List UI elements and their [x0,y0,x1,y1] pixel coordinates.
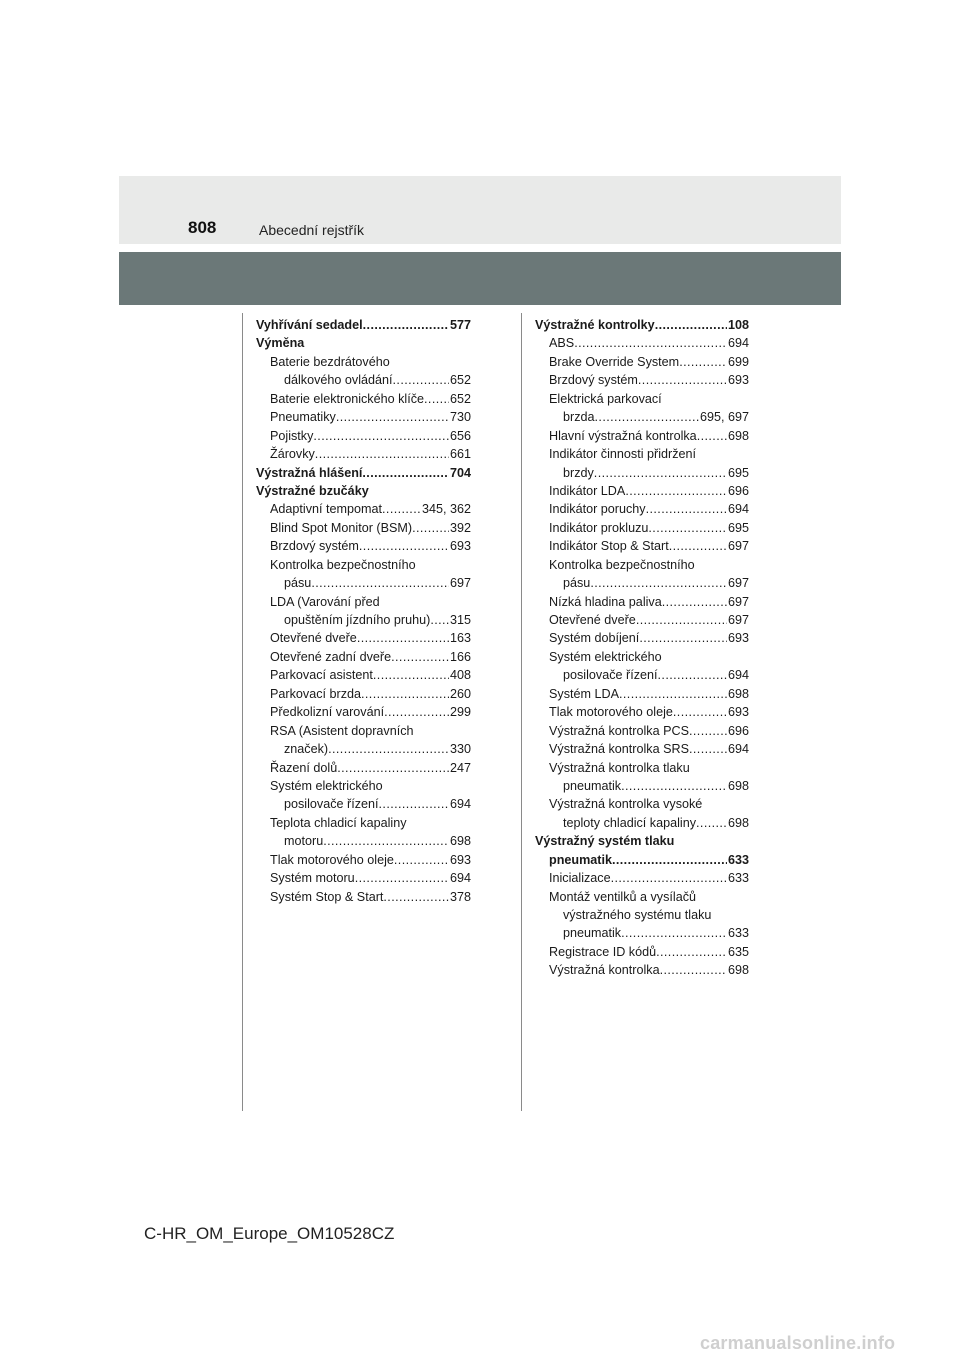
dot-leader [621,926,727,940]
index-entry [535,834,749,852]
index-entry [256,724,471,742]
index-entry-label: značek) [284,742,329,757]
page-number: 808 [188,218,217,237]
dot-leader [689,742,727,756]
index-entry-label: Kontrolka bezpečnostního [270,557,416,572]
index-entry-label: teploty chladicí kapaliny [563,815,697,830]
index-entry [535,687,749,705]
index-entry-label: pneumatik [563,778,622,793]
index-entry-page: 378 [449,889,471,904]
index-entry-page: 696 [727,483,749,498]
index-entry-page: 635 [727,944,749,959]
index-entry-label: Systém motoru [270,871,355,886]
index-entry [256,631,471,649]
index-entry [535,668,749,686]
index-entry-page: 694 [727,502,749,517]
index-entry-page: 698 [449,834,471,849]
index-entry [256,447,471,465]
index-entry-label: Indikátor Stop & Start [549,539,669,554]
index-entry-label: Adaptivní tempomat [270,502,383,517]
index-entry-label: Parkovací asistent [270,668,373,683]
index-entry-label: LDA (Varování před [270,594,380,609]
index-entry [535,484,749,502]
index-entry [256,466,471,484]
index-entry-label: Kontrolka bezpečnostního [549,557,695,572]
index-entry [535,926,749,944]
index-entry-page: 392 [449,520,471,535]
index-entry-page: 652 [449,391,471,406]
index-entry [535,373,749,391]
dot-leader [655,318,727,332]
dot-leader [648,521,727,535]
index-entry-page: 698 [727,428,749,443]
index-entry [256,613,471,631]
index-entry-page: 633 [727,871,749,886]
index-entry-page: 163 [449,631,471,646]
dot-leader [393,373,449,387]
index-entry [256,761,471,779]
index-entry [535,466,749,484]
index-entry-page: 166 [449,649,471,664]
index-entry-label: Tlak motorového oleje [549,705,673,720]
dot-leader [382,502,421,516]
dot-leader [311,576,449,590]
index-entry-page: 704 [449,465,471,480]
section-title: Abecední rejstřík [259,222,365,238]
index-entry [535,429,749,447]
index-entry-label: Blind Spot Monitor (BSM) [270,520,413,535]
index-entry-page: 577 [449,318,471,332]
index-entry-label: Systém elektrického [270,778,383,793]
dot-leader [361,687,449,701]
index-entry [256,650,471,668]
index-entry [535,521,749,539]
left-column-rule [242,313,243,1111]
index-entry-label: pneumatik [563,926,622,941]
dot-leader [391,650,449,664]
dot-leader [625,484,727,498]
index-entry-label: Pojistky [270,428,314,443]
index-entry [535,853,749,871]
index-entry [535,613,749,631]
index-entry-page: 697 [727,613,749,627]
dot-leader [621,779,727,793]
index-entry-page: 408 [449,668,471,683]
dot-leader [611,871,727,885]
index-entry-page: 699 [727,354,749,369]
dot-leader [689,724,727,738]
dot-leader [337,761,449,775]
index-entry-label: dálkového ovládání [284,373,393,388]
index-entry-page: 698 [727,686,749,701]
index-entry [535,779,749,797]
dot-leader [696,816,727,830]
index-entry-label: Brzdový systém [270,539,359,554]
dot-leader [328,742,449,756]
index-entry-label: Otevřené dveře [549,613,636,627]
index-entry-label: Indikátor poruchy [549,502,646,517]
index-entry-page: 693 [449,852,471,867]
index-entry-page: 345, 362 [421,502,471,517]
index-entry-label: Výstražná kontrolka vysoké [549,797,703,812]
index-entry-label: Indikátor LDA [549,483,626,498]
index-entry-page: 656 [449,428,471,443]
index-entry [535,410,749,428]
index-entry [256,816,471,834]
dot-leader [315,447,449,461]
index-entry [256,595,471,613]
dot-leader [658,668,727,682]
dot-leader [679,355,727,369]
index-entry-page: 247 [449,760,471,775]
index-entry [256,871,471,889]
dot-leader [595,410,699,424]
index-entry-label: Indikátor prokluzu [549,520,649,535]
dot-leader [383,890,449,904]
index-entry-label: Výstražné kontrolky [535,318,655,332]
index-entry [535,336,749,354]
index-entry [535,761,749,779]
index-entry-label: pneumatik [549,852,612,867]
index-entry-label: ABS [549,336,575,351]
index-entry-label: Registrace ID kódů [549,944,657,959]
dot-leader [362,466,449,480]
index-entry [256,336,471,354]
index-entry [535,945,749,963]
index-entry-page: 108 [727,318,749,332]
document-code: C-HR_OM_Europe_OM10528CZ [144,1224,395,1243]
dot-leader [656,945,727,959]
index-entry-page: 694 [449,871,471,886]
dot-leader [359,539,449,553]
index-entry-page: 698 [727,778,749,793]
index-entry [256,705,471,723]
index-entry-label: Výstražná hlášení [256,465,363,480]
index-entry-label: Baterie elektronického klíče [270,391,425,406]
right-column-rule [521,313,522,1111]
index-entry [256,392,471,410]
index-entry [535,724,749,742]
index-entry-page: 315 [449,613,471,627]
index-entry [256,779,471,797]
index-entry-label: pásu [284,576,312,591]
index-entry-page: 730 [449,410,471,425]
dot-leader [323,834,449,848]
dot-leader [673,705,727,719]
index-entry-page: 694 [727,668,749,683]
index-entry-page: 697 [727,594,749,609]
index-entry-label: Výstražná kontrolka [549,963,660,978]
index-entry [535,742,749,760]
index-entry-label: Otevřené zadní dveře [270,649,392,664]
index-entry [535,871,749,889]
index-entry [256,521,471,539]
index-entry-label: Systém Stop & Start [270,889,384,904]
index-entry-page: 694 [449,797,471,812]
dot-leader [646,502,727,516]
index-entry-label: Výměna [256,336,305,351]
index-entry [256,318,471,336]
index-entry [535,355,749,373]
dot-leader [313,429,449,443]
index-entry-label: Pneumatiky [270,410,336,425]
index-entry-label: Baterie bezdrátového [270,354,390,369]
index-entry-label: Předkolizní varování [270,705,385,720]
index-entry-label: Nízká hladina paliva [549,594,662,609]
index-entry-label: posilovače řízení [284,797,379,812]
index-entry-page: 695, 697 [699,410,749,425]
index-column-right [535,318,749,982]
index-entry-page: 697 [727,539,749,554]
index-entry [256,668,471,686]
index-entry-page: 698 [727,963,749,978]
index-entry [256,576,471,594]
dot-leader [363,318,449,332]
index-entry-label: Řazení dolů [270,760,338,775]
index-entry [256,373,471,391]
index-entry [535,631,749,649]
index-entry-label: opuštěním jízdního pruhu) [284,613,431,627]
index-entry [256,797,471,815]
dot-leader [594,466,727,480]
index-entry-page: 633 [727,926,749,941]
index-entry [535,705,749,723]
index-entry-label: Systém LDA [549,686,619,701]
index-entry [256,853,471,871]
dot-leader [336,410,449,424]
index-entry [256,834,471,852]
index-entry-label: Výstražný systém tlaku [535,834,675,849]
index-entry [535,908,749,926]
index-entry-page: 698 [727,815,749,830]
index-entry-label: Výstražné bzučáky [256,483,369,498]
index-entry-label: Výstražná kontrolka tlaku [549,760,690,775]
index-entry-label: Indikátor činnosti přidržení [549,447,696,462]
index-entry [256,429,471,447]
index-entry-label: výstražného systému tlaku [563,908,712,922]
index-entry [535,318,749,336]
index-entry [535,816,749,834]
dot-leader [636,613,727,627]
index-entry-label: Tlak motorového oleje [270,852,394,867]
index-entry [535,558,749,576]
index-entry-page: 697 [727,576,749,591]
index-entry-label: motoru [284,834,324,849]
index-entry [535,797,749,815]
index-entry [256,484,471,502]
index-entry-label: pásu [563,576,591,591]
index-entry-page: 693 [727,631,749,646]
dot-leader [638,373,727,387]
index-entry-page: 695 [727,465,749,480]
index-entry [535,595,749,613]
index-entry-label: Brake Override System [549,354,680,369]
index-entry-label: Výstražná kontrolka SRS [549,742,689,757]
dot-leader [394,853,449,867]
index-entry-label: Brzdový systém [549,373,638,388]
index-entry-label: posilovače řízení [563,668,658,683]
index-entry [535,447,749,465]
index-entry [256,410,471,428]
index-entry [256,558,471,576]
index-entry-label: Vyhřívání sedadel [256,318,363,332]
index-entry-label: Výstražná kontrolka PCS [549,723,689,738]
index-entry [535,502,749,520]
dot-leader [574,336,727,350]
dot-leader [639,631,727,645]
dot-leader [660,963,727,977]
index-entry-label: Parkovací brzda [270,686,361,701]
index-entry-page: 697 [449,576,471,591]
index-entry [256,742,471,760]
index-entry-page: 652 [449,373,471,388]
dot-leader [612,853,727,867]
dot-leader [662,595,727,609]
index-entry [535,576,749,594]
title-bar [119,252,841,305]
index-entry-page: 693 [727,373,749,388]
index-entry-label: Teplota chladicí kapaliny [270,815,407,830]
index-entry-label: Otevřené dveře [270,631,357,646]
index-entry-page: 694 [727,336,749,351]
index-entry [256,890,471,908]
index-entry-page: 330 [449,742,471,757]
index-entry-page: 260 [449,686,471,701]
dot-leader [424,392,449,406]
index-entry [256,355,471,373]
dot-leader [412,521,449,535]
index-entry [256,687,471,705]
index-entry-label: brzdy [563,465,594,480]
index-column-left [256,318,471,908]
index-entry-page: 694 [727,742,749,757]
index-entry-label: Inicializace [549,871,611,886]
index-entry-label: Elektrická parkovací [549,391,662,406]
index-entry-label: Montáž ventilků a vysílačů [549,889,696,904]
header-band [119,176,841,244]
dot-leader [373,668,449,682]
index-entry [535,890,749,908]
dot-leader [384,705,449,719]
index-entry-page: 661 [449,447,471,462]
dot-leader [619,687,727,701]
index-entry-label: Žárovky [270,447,315,462]
index-entry-page: 695 [727,520,749,535]
index-entry-page: 633 [727,852,749,867]
index-entry-page: 696 [727,723,749,738]
index-entry [535,392,749,410]
index-entry-page: 299 [449,705,471,720]
index-entry-page: 693 [449,539,471,554]
index-entry-label: Systém elektrického [549,649,662,664]
index-entry [256,539,471,557]
index-entry [535,539,749,557]
index-entry-page: 693 [727,705,749,720]
dot-leader [697,429,727,443]
index-entry-label: Hlavní výstražná kontrolka [549,428,697,443]
index-entry-label: brzda [563,410,595,425]
dot-leader [379,797,449,811]
index-entry-label: Systém dobíjení [549,631,640,646]
dot-leader [357,631,449,645]
dot-leader [669,539,727,553]
index-entry [256,502,471,520]
dot-leader [590,576,727,590]
watermark: carmanualsonline.info [700,1333,896,1353]
index-entry [535,963,749,981]
dot-leader [430,613,449,627]
dot-leader [355,871,449,885]
index-entry [535,650,749,668]
index-entry-label: RSA (Asistent dopravních [270,723,414,738]
